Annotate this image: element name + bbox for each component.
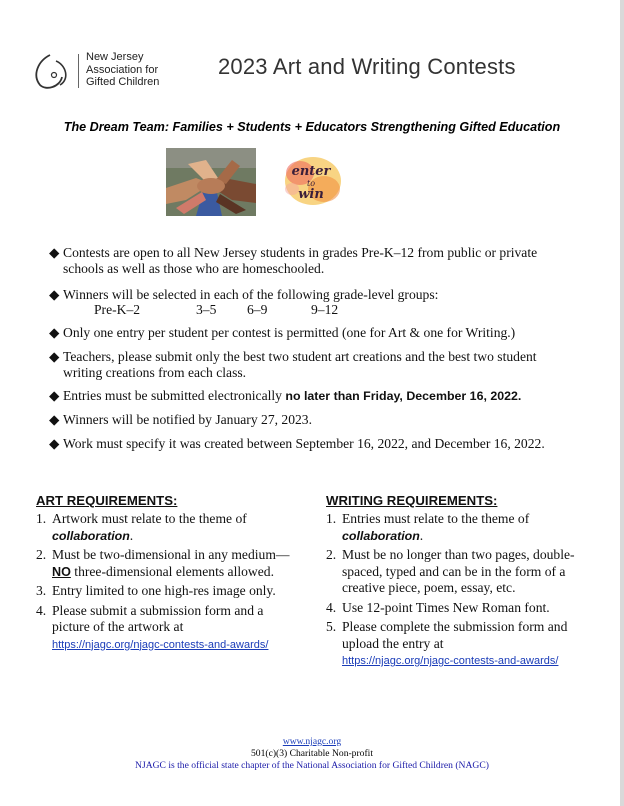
rule-text: Entries must be submitted electronically: [63, 388, 282, 403]
art-requirements-list: [36, 511, 298, 656]
diamond-bullet-icon: ◆: [49, 388, 60, 403]
req-emphasis: collaboration: [342, 528, 420, 543]
req-emphasis: collaboration: [52, 528, 130, 543]
rule-text: Winners will be selected in each of the following grade-level groups:: [63, 287, 439, 302]
grade-group: 3–5: [196, 302, 217, 317]
grade-group: Pre-K–2: [94, 302, 141, 317]
rule-item: [49, 245, 579, 277]
theme-heading: The Dream Team: Families + Students + Educators Strengthening Gifted Education: [63, 120, 561, 134]
grade-group: 6–9: [247, 302, 268, 317]
item-number: 1.: [326, 511, 337, 526]
rule-item: [49, 325, 579, 341]
art-contest-link[interactable]: https://njagc.org/njagc-contests-and-awards/: [52, 638, 269, 651]
item-number: 1.: [36, 511, 47, 526]
art-requirement: [36, 583, 298, 600]
rule-item: [49, 388, 579, 404]
item-number: 4.: [326, 599, 337, 615]
diamond-bullet-icon: ◆: [49, 325, 60, 340]
diamond-bullet-icon: ◆: [49, 412, 60, 427]
art-requirement: [36, 603, 298, 654]
diamond-bullet-icon: ◆: [49, 245, 60, 260]
item-number: 5.: [326, 619, 337, 634]
enter-to-win-badge: [278, 153, 344, 209]
req-text: .: [129, 527, 134, 543]
diamond-bullet-icon: ◆: [49, 436, 60, 451]
writing-requirement: [326, 619, 588, 670]
njagc-logo: [30, 51, 170, 91]
item-number: 3.: [36, 583, 47, 598]
rule-item: [49, 412, 579, 428]
rule-text: Winners will be notified by January 27, 2023.: [63, 412, 313, 427]
nonprofit-status: 501(c)(3) Charitable Non-profit: [250, 748, 373, 759]
logo-line: New Jersey: [86, 51, 144, 63]
footer: [0, 736, 624, 772]
logo-line: Association for: [86, 63, 159, 76]
deadline-text: no later than Friday, December 16, 2022.: [285, 389, 522, 403]
art-requirement: [36, 511, 298, 544]
req-text: Entries must relate to the theme of: [342, 511, 530, 526]
badge-to: to: [306, 179, 316, 188]
writing-requirements-heading: WRITING REQUIREMENTS:: [326, 493, 498, 508]
page-title: 2023 Art and Writing Contests: [218, 54, 516, 79]
logo-divider: [78, 54, 79, 88]
badge-win: win: [298, 187, 324, 202]
req-text: Please complete the submission form and upload the entry at: [342, 619, 568, 651]
badge-enter: enter: [291, 164, 331, 179]
diamond-bullet-icon: ◆: [49, 287, 60, 302]
rule-text: Teachers, please submit only the best two student art creations and the best two student writing creations from each class.: [63, 349, 537, 380]
stacked-hands-photo: [166, 148, 256, 216]
hands-logo-icon: [30, 51, 76, 91]
req-text: Must be no longer than two pages, double-spaced, typed and can be in the form of a creative piece, poem, essay, etc.: [342, 547, 575, 595]
logo-text: [86, 51, 159, 89]
rule-text: Only one entry per student per contest is permitted (one for Art & one for Writing.): [63, 325, 516, 340]
grade-group: 9–12: [311, 302, 339, 317]
req-text: .: [419, 527, 424, 543]
rule-text: Work must specify it was created between September 16, 2022, and December 16, 2022.: [63, 436, 545, 451]
writing-requirements-list: [326, 511, 588, 673]
req-text: Use 12-point Times New Roman font.: [342, 599, 550, 615]
writing-requirement: [326, 600, 588, 617]
req-text: three-dimensional elements allowed.: [70, 563, 274, 579]
item-number: 4.: [36, 602, 47, 618]
req-text: Please submit a submission form and a picture of the artwork at: [52, 602, 264, 634]
chapter-statement: NJAGC is the official state chapter of the National Association for Gifted Children (NAGC): [135, 760, 489, 771]
writing-requirement: [326, 511, 588, 544]
writing-contest-link[interactable]: https://njagc.org/njagc-contests-and-awards/: [342, 655, 559, 667]
req-text: Artwork must relate to the theme of: [52, 511, 247, 526]
art-requirements-heading: ART REQUIREMENTS:: [36, 493, 178, 508]
req-emphasis: NO: [52, 564, 71, 579]
rule-item: [49, 436, 579, 452]
writing-requirement: [326, 547, 588, 597]
rule-item: [49, 349, 579, 381]
item-number: 2.: [326, 547, 337, 562]
req-text: Must be two-dimensional in any medium—: [52, 547, 290, 562]
diamond-bullet-icon: ◆: [49, 349, 60, 364]
item-number: 2.: [36, 547, 47, 562]
rule-item: [49, 287, 579, 303]
req-text: Entry limited to one high-res image only.: [52, 583, 276, 598]
website-link[interactable]: www.njagc.org: [282, 736, 342, 747]
logo-line: Gifted Children: [86, 76, 160, 88]
rule-text: Contests are open to all New Jersey students in grades Pre-K–12 from public or private schools as well as those who are homeschooled.: [63, 245, 538, 276]
art-requirement: [36, 547, 298, 580]
